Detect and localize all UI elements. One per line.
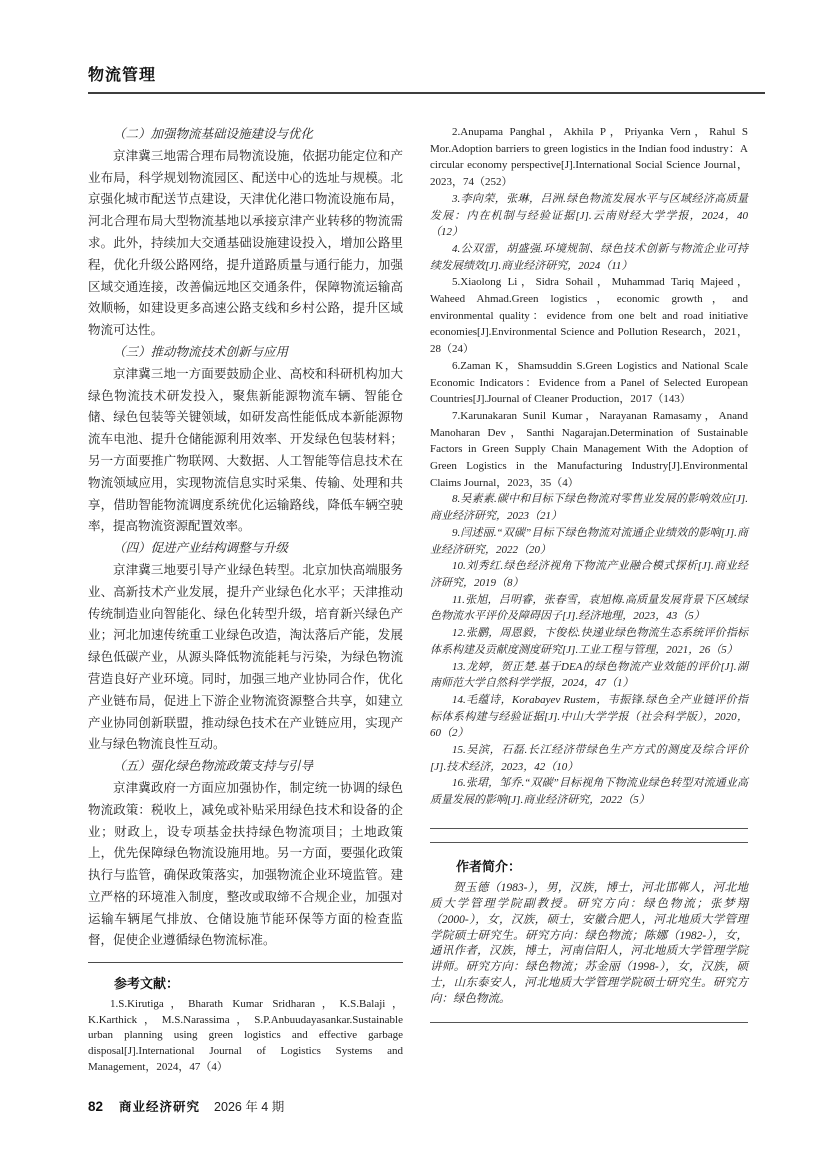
author-bio-bottom-rule bbox=[430, 1022, 748, 1023]
reference-item: 4.公双雷，胡盛强.环境规制、绿色技术创新与物流企业可持续发展绩效[J].商业经济研究，2024（11） bbox=[430, 242, 748, 272]
left-column bbox=[88, 124, 403, 1075]
section-heading: （三）推动物流技术创新与应用 bbox=[113, 344, 289, 359]
references-list-left bbox=[88, 997, 403, 1075]
journal-name: 商业经济研究 bbox=[119, 1100, 201, 1114]
reference-item: 16.张珺，邹乔.“双碳”目标视角下物流业绿色转型对流通业高质量发展的影响[J].商业经济研究，2022（5） bbox=[430, 777, 748, 807]
reference-item: 10.刘秀红.绿色经济视角下物流产业融合模式探析[J].商业经济研究，2019（8） bbox=[430, 560, 748, 589]
section-paragraph: 京津冀三地要引导产业绿色转型。北京加快高端服务业、高新技术产业发展，提升产业绿色化水平；天津推动传统制造业向智能化、绿色化转型升级，培育新兴绿色产业；河北加速传统重工业绿色改造，淘汰落后产能，发展绿色低碳产业，从源头降低物流能耗与污染，为绿色物流营造良好产业环境。同时，加强三地产业协同合作，优化产业链布局，促进上下游企业物流资源整合共享，如建立产业协同创新联盟，推动绿色技术在产业链应用，实现产业与绿色物流良性互动。 bbox=[88, 562, 403, 752]
page-footer bbox=[88, 1097, 284, 1115]
author-bio-top-rules bbox=[430, 828, 748, 843]
section-heading: （五）强化绿色物流政策支持与引导 bbox=[113, 759, 314, 774]
page-header bbox=[88, 62, 765, 94]
reference-item: 2.Anupama Panghal，Akhila P，Priyanka Vern，Rahul S Mor.Adoption barriers to green logistics in the Indian food industry：A circular economy perspective[J].International Social Science Journal，2023，74（252） bbox=[430, 126, 748, 189]
section-paragraph: 京津冀政府一方面应加强协作，制定统一协调的绿色物流政策：税收上，减免或补贴采用绿色技术和设备的企业；财政上，设专项基金扶持绿色物流项目；土地政策上，优先保障绿色物流设施用地。另一方面，要强化政策执行与监管，确保政策落实，加强物流企业环境监管。建立严格的环境准入制度，整改或取缔不合规企业，加强对运输车辆尾气排放、仓储设施节能环保等方面的检查监督，促使企业遵循绿色物流标准。 bbox=[88, 780, 403, 948]
reference-item: 14.毛蕴诗，Korabayev Rustem，韦振锋.绿色全产业链评价指标体系构建与经验证据[J].中山大学学报（社会科学版），2020，60（2） bbox=[430, 693, 748, 740]
issue-label: 2026 年 4 期 bbox=[214, 1100, 285, 1114]
references-heading: 参考文献： bbox=[114, 976, 180, 992]
reference-item: 6.Zaman K，Shamsuddin S.Green Logistics and National Scale Economic Indicators：Evidence from a Panel of Selected European Countries[J].Journal of Cleaner Production，2017（143） bbox=[430, 359, 748, 406]
section-heading: （二）加强物流基础设施建设与优化 bbox=[113, 127, 314, 141]
reference-item: 3.李向荣，张琳，吕洲.绿色物流发展水平与区域经济高质量发展：内在机制与经验证据[J].云南财经大学学报，2024，40（12） bbox=[430, 192, 748, 239]
reference-item: 7.Karunakaran Sunil Kumar，Narayanan Ramasamy，Anand Manoharan Dev，Santhi Nagarajan.Determination of Sustainable Factors in Green Supply Chain Management With the Adoption of Green Logistics in the Manufacturing Industry[J].Environmental Claims Journal，2023，35（4） bbox=[430, 409, 748, 489]
reference-item: 15.吴滨，石磊.长江经济带绿色生产方式的测度及综合评价[J].技术经济，2023，42（10） bbox=[430, 744, 748, 773]
page-number: 82 bbox=[88, 1099, 104, 1114]
reference-item: 1.S.Kirutiga，Bharath Kumar Sridharan，K.S.Balaji，K.Karthick，M.S.Narassima，S.P.Anbuudayasankar.Sustainable urban planning using green logistics and effective garbage disposal[J].International Journal of Logistics Systems and Management，2024，47（4） bbox=[88, 998, 403, 1073]
section-paragraph: 京津冀三地需合理布局物流设施，依据功能定位和产业布局，科学规划物流园区、配送中心的选址与规模。北京强化城市配送节点建设，天津优化港口物流设施布局，河北合理布局大型物流基地以承接京津产业转移的物流需求。此外，持续加大交通基础设施建设投入，增加公路里程，优化升级公路网络，提升道路质量与通行能力，加强区域交通连接，改善偏远地区交通条件，保障物流运输高效顺畅，如建设更多高速公路支线和乡村公路，提升区域物流可达性。 bbox=[88, 148, 403, 338]
content-columns bbox=[88, 124, 748, 1075]
reference-item: 5.Xiaolong Li，Sidra Sohail，Muhammad Tariq Majeed，Waheed Ahmad.Green logistics，economic growth，and environmental quality：evidence from one belt and road initiative economies[J].Environmental Science and Pollution Research，2021，28（24） bbox=[430, 276, 748, 356]
header-rule bbox=[88, 92, 765, 94]
left-sections bbox=[88, 124, 403, 952]
section-heading: （四）促进产业结构调整与升级 bbox=[113, 541, 289, 556]
right-column bbox=[430, 124, 748, 1075]
author-bio-text: 贺玉德（1983-），男，汉族，博士，河北邯郸人，河北地质大学管理学院副教授。研究方向：绿色物流；张梦翔（2000-），女，汉族，硕士，安徽合肥人，河北地质大学管理学院硕士研究生。研究方向：绿色物流；陈娜（1982-），女，通讯作者，汉族，博士，河南信阳人，河北地质大学管理学院讲师。研究方向：绿色物流；苏金丽（1998-），女，汉族，硕士，山东泰安人，河北地质大学管理学院硕士研究生。研究方向：绿色物流。 bbox=[430, 881, 748, 1006]
references-divider bbox=[88, 962, 403, 963]
reference-item: 13.龙婷，贺正楚.基于DEA的绿色物流产业效能的评价[J].湖南师范大学自然科学学报，2024，47（1） bbox=[430, 660, 748, 690]
reference-item: 9.闫述丽.“双碳”目标下绿色物流对流通企业绩效的影响[J].商业经济研究，2022（20） bbox=[430, 526, 748, 556]
references-list-right bbox=[430, 124, 748, 809]
reference-item: 8.吴素素.碳中和目标下绿色物流对零售业发展的影响效应[J].商业经济研究，2023（21） bbox=[430, 493, 748, 523]
reference-item: 11.张旭，吕明睿，张春雪，袁旭梅.高质量发展背景下区域绿色物流水平评价及障碍因子[J].经济地理，2023，43（5） bbox=[430, 593, 748, 623]
page-title: 物流管理 bbox=[88, 67, 157, 84]
reference-item: 12.张鹏，周恩毅，卞俊松.快递业绿色物流生态系统评价指标体系构建及贡献度测度研究[J].工业工程与管理，2021，26（5） bbox=[430, 627, 748, 656]
author-bio-heading: 作者简介： bbox=[456, 858, 522, 874]
section-paragraph: 京津冀三地一方面要鼓励企业、高校和科研机构加大绿色物流技术研发投入，聚焦新能源物流车辆、智能仓储、绿色包装等关键领域，如研发高性能低成本新能源物流车电池、提升仓储能源利用效率、开发绿色包装材料；另一方面要推广物联网、大数据、人工智能等信息技术在物流领域应用，实现物流信息实时采集、传输、处理和共享，借助智能物流调度系统优化运输路线，降低车辆空驶率，提高物流资源配置效率。 bbox=[88, 366, 403, 534]
author-bio-box bbox=[430, 828, 748, 1023]
